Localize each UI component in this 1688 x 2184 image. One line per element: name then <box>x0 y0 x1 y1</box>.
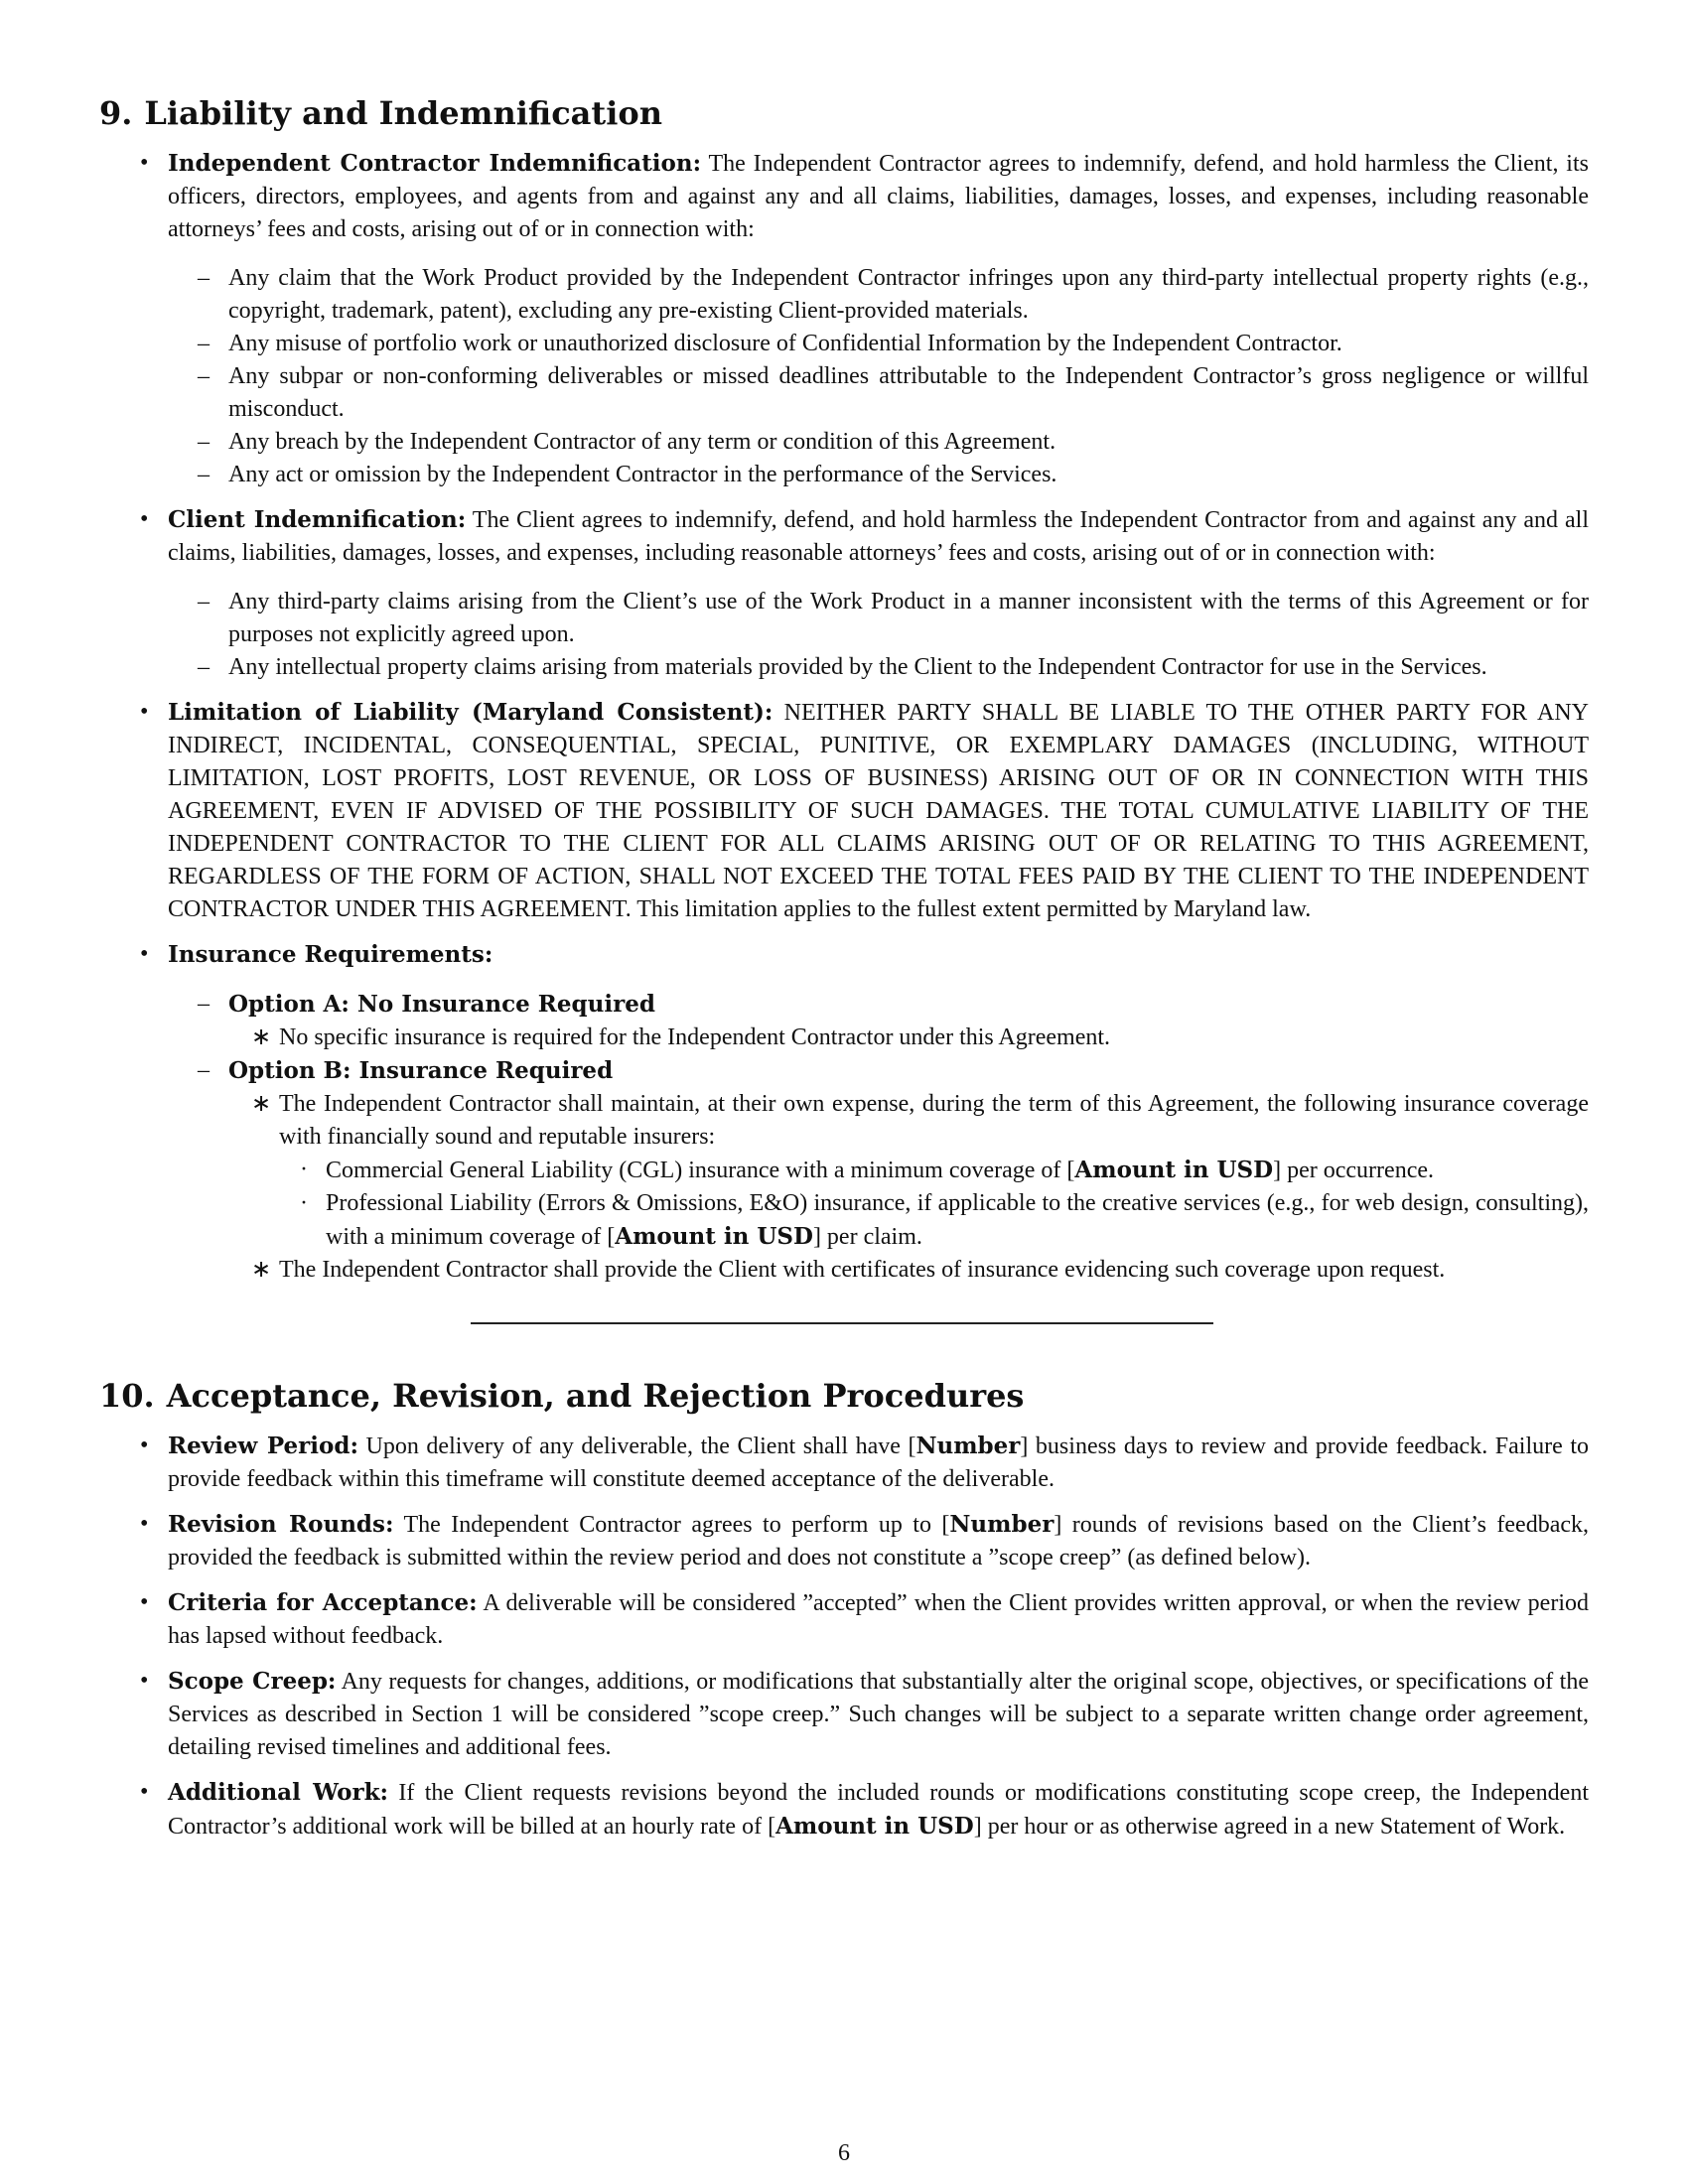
item-label: Limitation of Liability (Maryland Consistent): <box>168 699 774 726</box>
text-fragment: ] per occurrence. <box>1273 1158 1434 1183</box>
item-label: Scope Creep: <box>168 1668 337 1695</box>
section-10-heading <box>99 1374 1589 1418</box>
sub-item: – Any third-party claims arising from the Client’s use of the Work Product in a manner inconsistent with the terms of this Agreement or for purposes not explicitly agreed upon. <box>228 586 1589 651</box>
item-text: Any requests for changes, additions, or modifications that substantially alter the original scope, objectives, or specifications of the Services as described in Section 1 will be considered ”scope creep.” Such changes will be subject to a separate written change order agreement, detailing revised timelines and additional fees. <box>168 1669 1589 1760</box>
list-item <box>168 696 1589 926</box>
text-fragment: If the Client requests revisions beyond the included rounds or modifications constituting scope creep, the Independent Contractor’s additional work will be billed at an hourly rate of [ <box>168 1780 1589 1840</box>
number-placeholder: Number <box>915 1433 1021 1459</box>
section-title: Acceptance, Revision, and Rejection Procedures <box>166 1377 1025 1415</box>
section-title: Liability and Indemnification <box>144 94 662 132</box>
section-divider <box>471 1322 1213 1324</box>
list-item <box>168 1430 1589 1496</box>
section-number: 9. <box>99 94 133 132</box>
coverage-list <box>279 1154 1589 1254</box>
section-9-list <box>99 147 1589 1287</box>
section-9-heading <box>99 91 1589 135</box>
sub-sub-item: ∗ The Independent Contractor shall provide the Client with certificates of insurance evidencing such coverage upon request. <box>279 1254 1589 1287</box>
item-text: The Client agrees to indemnify, defend, and hold harmless the Independent Contractor from and against any and all claims, liabilities, damages, losses, and expenses, including reasonable attorneys’ fees and costs, arising out of or in connection with: <box>168 507 1589 566</box>
sub-item: – Any intellectual property claims arising from materials provided by the Client to the Independent Contractor for use in the Services. <box>228 651 1589 684</box>
sub-list <box>168 262 1589 491</box>
coverage-item <box>326 1154 1589 1187</box>
sub-item: – Any claim that the Work Product provided by the Independent Contractor infringes upon any third-party intellectual property rights (e.g., copyright, trademark, patent), excluding any pre-existing Client-provided materials. <box>228 262 1589 328</box>
text-fragment: ] rounds of revisions based on the Client’s feedback, provided the feedback is submitted within the review period and does not constitute a ”scope creep” (as defined below). <box>168 1512 1589 1570</box>
option-label: Option A: No Insurance Required <box>228 991 655 1018</box>
text-fragment: ] per hour or as otherwise agreed in a new Statement of Work. <box>973 1814 1566 1840</box>
sub-list <box>168 586 1589 684</box>
list-item <box>168 1776 1589 1843</box>
number-placeholder: Number <box>949 1511 1055 1538</box>
sub-item <box>228 1054 1589 1287</box>
item-label: Insurance Requirements: <box>168 941 493 968</box>
sub-list <box>168 988 1589 1287</box>
text-fragment: ] per claim. <box>812 1224 922 1250</box>
item-label: Independent Contractor Indemnification: <box>168 150 702 177</box>
amount-placeholder: Amount in USD <box>1074 1157 1274 1183</box>
amount-placeholder: Amount in USD <box>615 1223 813 1250</box>
coverage-item <box>326 1187 1589 1254</box>
list-item <box>168 938 1589 1287</box>
item-label: Review Period: <box>168 1433 358 1459</box>
sub-item: – Any subpar or non-conforming deliverables or missed deadlines attributable to the Independent Contractor’s gross negligence or willful misconduct. <box>228 360 1589 426</box>
page-number: 6 <box>838 2140 850 2166</box>
item-text: This limitation applies to the fullest extent permitted by Maryland law. <box>636 896 1312 922</box>
item-text: A deliverable will be considered ”accepted” when the Client provides written approval, or when the review period has lapsed without feedback. <box>168 1590 1589 1649</box>
sub-sub-item <box>279 1088 1589 1254</box>
item-text: The Independent Contractor agrees to indemnify, defend, and hold harmless the Client, its officers, directors, employees, and agents from and against any and all claims, liabilities, damages, losses, and expenses, including reasonable attorneys’ fees and costs, arising out of or in connection with: <box>168 151 1589 242</box>
item-label: Additional Work: <box>168 1779 389 1806</box>
text-fragment: Upon delivery of any deliverable, the Client shall have [ <box>365 1433 916 1459</box>
list-item <box>168 1665 1589 1764</box>
sub-sub-list <box>228 1022 1589 1054</box>
document-page <box>99 91 1589 1855</box>
text-fragment: Professional Liability (Errors & Omissions, E&O) insurance, if applicable to the creative services (e.g., for web design, consulting), with a minimum coverage of [ <box>326 1190 1589 1250</box>
section-10-list <box>99 1430 1589 1843</box>
list-item <box>168 503 1589 684</box>
item-text-caps: NEITHER PARTY SHALL BE LIABLE TO THE OTHER PARTY FOR ANY INDIRECT, INCIDENTAL, CONSEQUENTIAL, SPECIAL, PUNITIVE, OR EXEMPLARY DAMAGES (INCLUDING, WITHOUT LIMITATION, LOST PROFITS, LOST REVENUE, OR LOSS OF BUSINESS) ARISING OUT OF OR IN CONNECTION WITH THIS AGREEMENT, EVEN IF ADVISED OF THE POSSIBILITY OF SUCH DAMAGES. THE TOTAL CUMULATIVE LIABILITY OF THE INDEPENDENT CONTRACTOR TO THE CLIENT FOR ALL CLAIMS ARISING OUT OF OR RELATING TO THIS AGREEMENT, REGARDLESS OF THE FORM OF ACTION, SHALL NOT EXCEED THE TOTAL FEES PAID BY THE CLIENT TO THE INDEPENDENT CONTRACTOR UNDER THIS AGREEMENT. <box>168 700 1589 922</box>
item-label: Client Indemnification: <box>168 506 467 533</box>
sub-item <box>228 988 1589 1054</box>
sub-sub-item: ∗ No specific insurance is required for the Independent Contractor under this Agreement. <box>279 1022 1589 1054</box>
sub-item: – Any act or omission by the Independent Contractor in the performance of the Services. <box>228 459 1589 491</box>
amount-placeholder: Amount in USD <box>775 1813 974 1840</box>
text-fragment: ] business days to review and provide feedback. Failure to provide feedback within this timeframe will constitute deemed acceptance of the deliverable. <box>168 1433 1589 1492</box>
section-number: 10. <box>99 1377 155 1415</box>
list-item <box>168 1586 1589 1653</box>
list-item <box>168 147 1589 491</box>
item-label: Criteria for Acceptance: <box>168 1589 478 1616</box>
sub-sub-list <box>228 1088 1589 1287</box>
text-fragment: Commercial General Liability (CGL) insurance with a minimum coverage of [ <box>326 1158 1075 1183</box>
sub-sub-item-text: The Independent Contractor shall maintain, at their own expense, during the term of this Agreement, the following insurance coverage with financially sound and reputable insurers: <box>279 1091 1589 1150</box>
text-fragment: The Independent Contractor agrees to perform up to [ <box>403 1512 950 1538</box>
sub-item: – Any misuse of portfolio work or unauthorized disclosure of Confidential Information by the Independent Contractor. <box>228 328 1589 360</box>
option-label: Option B: Insurance Required <box>228 1057 614 1084</box>
item-label: Revision Rounds: <box>168 1511 394 1538</box>
list-item <box>168 1508 1589 1574</box>
sub-item: – Any breach by the Independent Contractor of any term or condition of this Agreement. <box>228 426 1589 459</box>
